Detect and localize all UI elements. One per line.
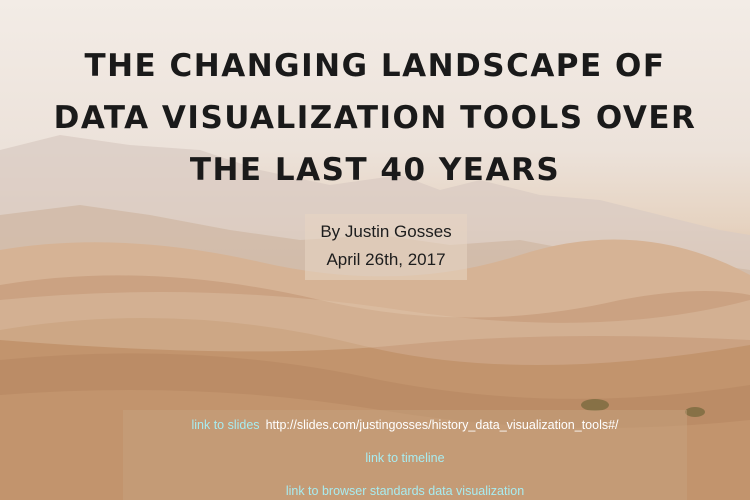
slides-url-text: http://slides.com/justingosses/history_data_visualization_tools#/: [265, 418, 619, 432]
browser-standards-link-row: [123, 484, 687, 498]
link-to-slides[interactable]: link to slides: [191, 418, 260, 432]
link-to-timeline[interactable]: link to timeline: [365, 451, 445, 465]
slides-link-row: [123, 418, 687, 432]
shrub: [685, 407, 705, 417]
title-line: DATA VISUALIZATION TOOLS OVER: [53, 100, 697, 136]
timeline-link-row: [123, 451, 687, 465]
date-text: April 26th, 2017: [326, 250, 446, 269]
title-line: THE CHANGING LANDSCAPE OF: [84, 48, 666, 84]
author-text: By Justin Gosses: [320, 222, 452, 241]
title-line: THE LAST 40 YEARS: [189, 152, 561, 188]
slide-title: [0, 40, 750, 196]
links-panel: [123, 410, 687, 500]
link-to-browser-standards[interactable]: link to browser standards data visualization: [285, 484, 525, 498]
byline-box: [305, 214, 467, 280]
